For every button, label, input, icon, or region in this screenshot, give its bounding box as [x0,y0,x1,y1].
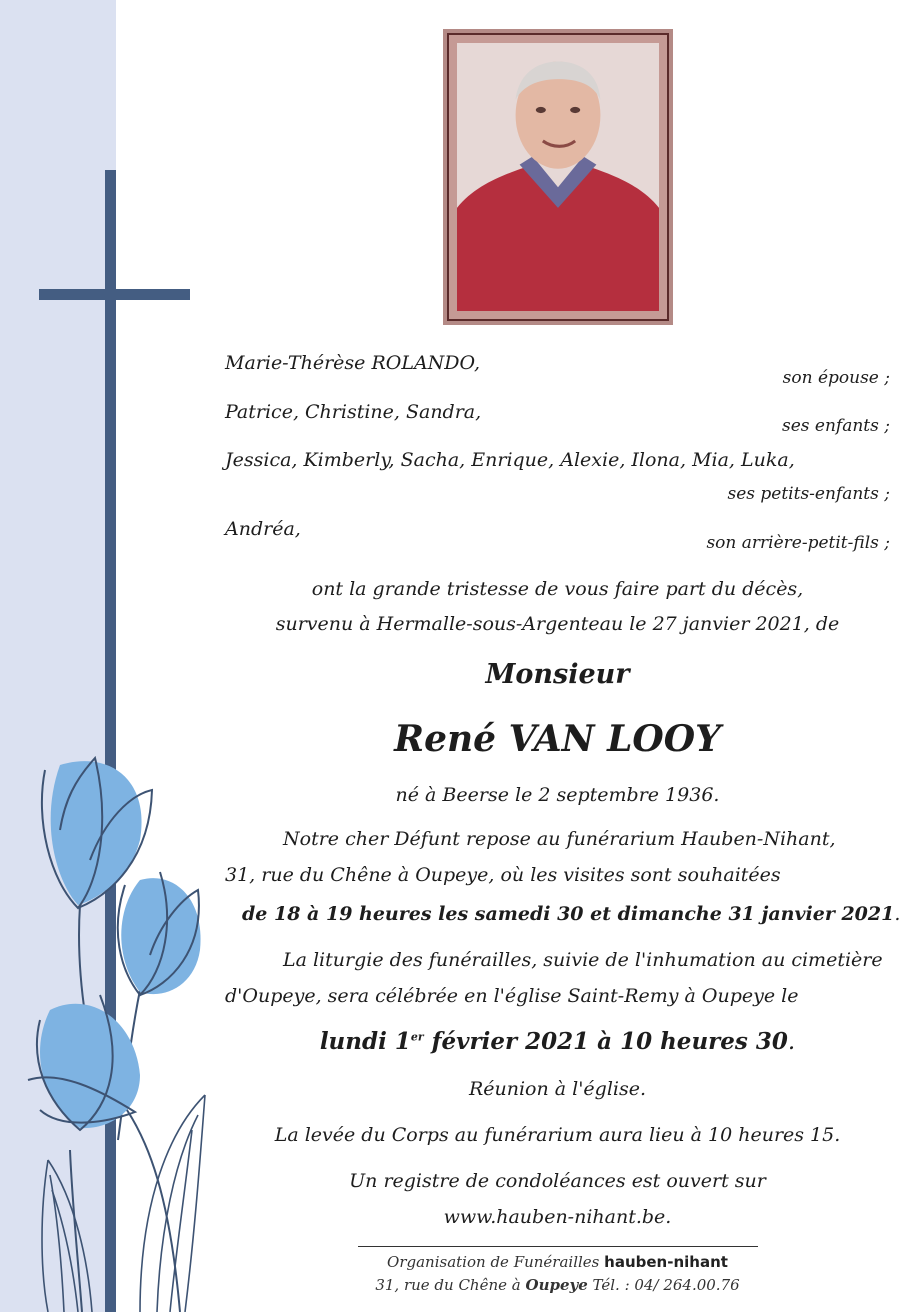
funeral-date-sup: er [410,1030,424,1044]
liturgy-line-1: La liturgie des funérailles, suivie de l'inhumation au cimetière [283,949,883,971]
relation-children: ses enfants ; [782,416,890,436]
footer-address-street: 31, rue du Chêne à [375,1276,526,1294]
visit-hours-bold: de 18 à 19 heures les samedi 30 et dimanche 31 janvier 2021 [242,903,895,925]
portrait-frame [443,29,673,325]
footer-address [330,1276,785,1294]
portrait-photo [447,33,669,321]
cross-icon [105,170,116,1312]
deceased-name: René VAN LOOY [394,718,721,760]
footer-divider [358,1246,758,1247]
footer-organisation [330,1253,785,1271]
visit-line-1: Notre cher Défunt repose au funérarium Hauben-Nihant, [283,828,836,850]
funeral-date [225,1028,890,1057]
relation-grandchildren: ses petits-enfants ; [727,484,890,504]
portrait-icon [457,43,659,311]
liturgy-line-2: d'Oupeye, sera célébrée en l'église Saint-Remy à Oupeye le [225,985,799,1007]
family-names-grandchildren: Jessica, Kimberly, Sacha, Enrique, Alexie, Ilona, Mia, Luka, [225,449,795,471]
announcement-line-1: ont la grande tristesse de vous faire part du décès, [311,578,804,600]
meeting-info: Réunion à l'église. [468,1078,647,1100]
footer-phone: Tél. : 04/ 264.00.76 [587,1276,740,1294]
visit-hours [242,903,900,926]
family-names-children: Patrice, Christine, Sandra, [225,401,482,423]
visit-hours-end: . [894,903,901,925]
relation-great-grandchild: son arrière-petit-fils ; [706,533,890,553]
registry-url[interactable]: www.hauben-nihant.be. [443,1206,672,1228]
footer-brand-logo: hauben-nihant [604,1253,728,1271]
funeral-date-end: . [787,1029,796,1055]
family-names-spouse: Marie-Thérèse ROLANDO, [225,352,481,374]
funeral-date-rest: février 2021 à 10 heures 30 [423,1028,788,1055]
cross-and-tulips-decoration [0,0,230,1312]
deceased-title: Monsieur [485,659,630,690]
relation-spouse: son épouse ; [782,368,890,388]
tulip-icon [42,758,152,908]
footer-org-label: Organisation de Funérailles [387,1253,600,1271]
tulip-icon [118,872,201,995]
footer-address-town: Oupeye [525,1276,588,1294]
birth-info: né à Beerse le 2 septembre 1936. [395,784,720,806]
registry-line: Un registre de condoléances est ouvert sur [349,1170,766,1192]
family-names-great-grandchild: Andréa, [225,518,301,540]
funeral-date-day: lundi 1 [319,1028,411,1055]
levee-info: La levée du Corps au funérarium aura lieu à 10 heures 15. [274,1124,841,1146]
tulip-icon [28,995,140,1130]
visit-line-2: 31, rue du Chêne à Oupeye, où les visites sont souhaitées [225,864,781,886]
announcement-line-2: survenu à Hermalle-sous-Argenteau le 27 janvier 2021, de [275,613,840,635]
